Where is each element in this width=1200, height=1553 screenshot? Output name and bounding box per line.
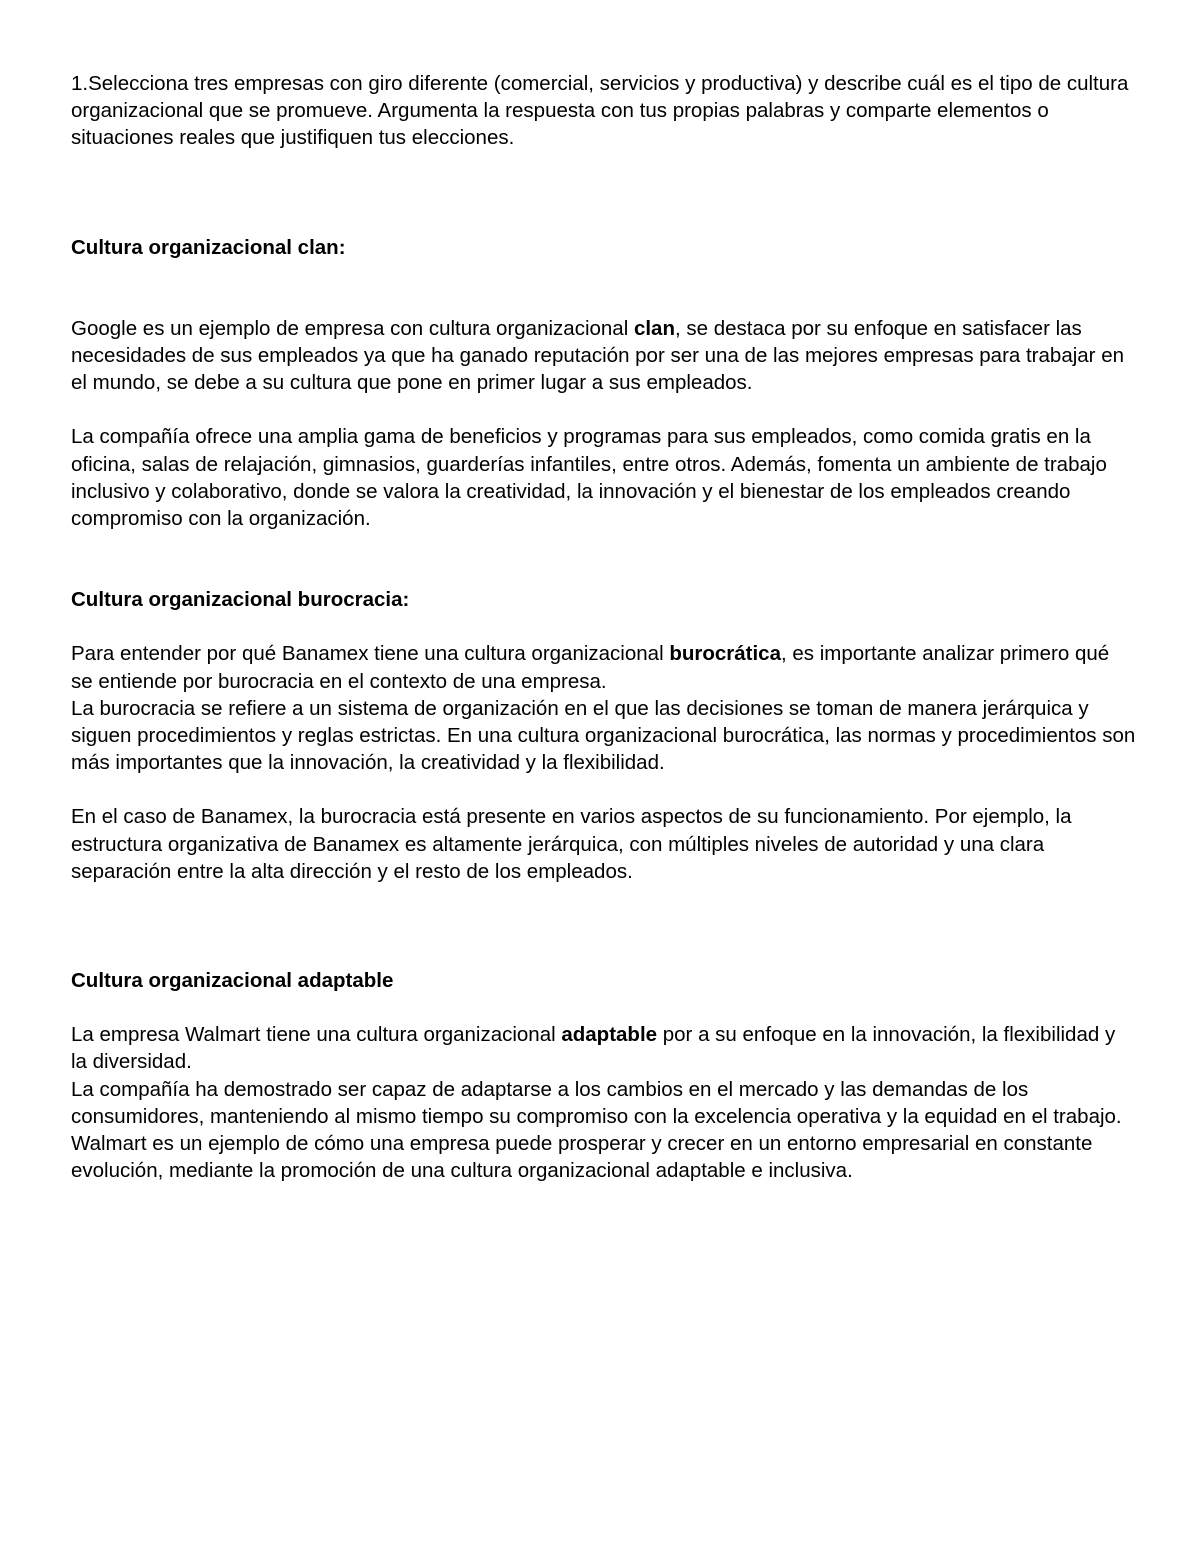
clan-p1-bold: clan (633, 316, 675, 340)
adaptable-paragraph-2: La compañía ha demostrado ser capaz de adaptarse a los cambios en el mercado y las demandas de los consumidores, manteniendo al mismo tiempo su compromiso con la excelencia operativa y la equidad en el trabajo. Walmart es un ejemplo de cómo una empresa puede prosperar y crecer en un entorno empresarial en constante evolución, mediante la promoción de una cultura organizacional adaptable e inclusiva. (71, 1077, 1122, 1183)
document-page (71, 70, 1136, 1184)
adaptable-p1-text-start: La empresa Walmart tiene una cultura organizacional (71, 1023, 562, 1047)
burocracia-paragraph-2: La burocracia se refiere a un sistema de organización en el que las decisiones se toman de manera jerárquica y siguen procedimientos y reglas estrictas. En una cultura organizacional burocrática, las normas y procedimientos son más importantes que la innovación, la creatividad y la flexibilidad. (71, 696, 1136, 775)
clan-paragraph-2: La compañía ofrece una amplia gama de beneficios y programas para sus empleados, como comida gratis en la oficina, salas de relajación, gimnasios, guarderías infantiles, entre otros. Además, fomenta un ambiente de trabajo inclusivo y colaborativo, donde se valora la creatividad, la innovación y el bienestar de los empleados creando compromiso con la organización. (71, 425, 1107, 531)
burocracia-p1-text-end: , es importante analizar primero qué se entiende por burocracia en el contexto de una empresa. (71, 642, 1110, 693)
burocracia-p1-text-start: Para entender por qué Banamex tiene una cultura organizacional (71, 642, 670, 666)
adaptable-paragraph-1 (71, 1021, 1136, 1075)
adaptable-p1-bold: adaptable (561, 1023, 658, 1047)
intro-paragraph: 1.Selecciona tres empresas con giro diferente (comercial, servicios y productiva) y describe cuál es el tipo de cultura organizacional que se promueve. Argumenta la respuesta con tus propias palabras y comparte elementos o situaciones reales que justifiquen tus elecciones. (71, 72, 1129, 150)
clan-heading: Cultura organizacional clan: (71, 235, 346, 259)
burocracia-heading: Cultura organizacional burocracia: (71, 588, 410, 612)
clan-p1-text-end: , se destaca por su enfoque en satisfacer las necesidades de sus empleados ya que ha ganado reputación por ser una de las mejores empresas para trabajar en el mundo, se debe a su cultura que pone en primer lugar a sus empleados. (71, 316, 1124, 395)
clan-p1-text-start: Google es un ejemplo de empresa con cultura organizacional (71, 316, 634, 340)
adaptable-p1-text-end: por a su enfoque en la innovación, la flexibilidad y la diversidad. (71, 1023, 1116, 1074)
burocracia-p1-bold: burocrática (669, 642, 781, 666)
adaptable-heading: Cultura organizacional adaptable (71, 969, 394, 993)
burocracia-paragraph-3: En el caso de Banamex, la burocracia está presente en varios aspectos de su funcionamiento. Por ejemplo, la estructura organizativa de Banamex es altamente jerárquica, con múltiples niveles de autoridad y una clara separación entre la alta dirección y el resto de los empleados. (71, 805, 1072, 883)
clan-paragraph-1 (71, 315, 1136, 397)
burocracia-paragraph-1 (71, 640, 1136, 694)
